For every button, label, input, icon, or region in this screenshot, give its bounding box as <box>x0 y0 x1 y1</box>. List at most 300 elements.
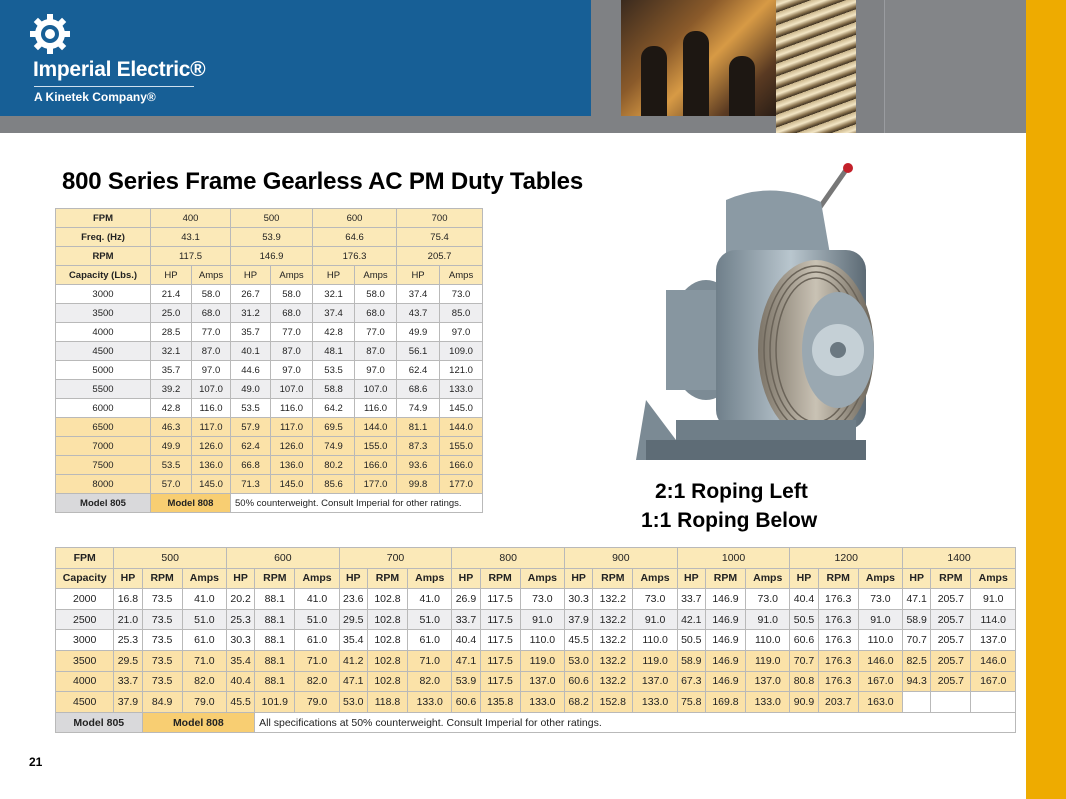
value-cell: 82.0 <box>182 671 226 692</box>
value-cell: 51.0 <box>295 609 339 630</box>
page-title: 800 Series Frame Gearless AC PM Duty Tables <box>62 168 583 195</box>
value-cell: 60.6 <box>565 671 593 692</box>
value-cell: 80.8 <box>790 671 818 692</box>
header-cell: 1000 <box>677 548 790 569</box>
value-cell: 102.8 <box>367 650 407 671</box>
value-cell: 117.5 <box>480 630 520 651</box>
amps-label: Amps <box>192 266 231 285</box>
value-cell: 91.0 <box>746 609 790 630</box>
value-cell: 73.0 <box>440 285 483 304</box>
value-cell: 37.9 <box>114 692 142 713</box>
sub-label: Amps <box>182 568 226 589</box>
value-cell: 41.2 <box>339 650 367 671</box>
value-cell: 77.0 <box>271 323 313 342</box>
value-cell: 166.0 <box>440 456 483 475</box>
value-cell: 87.0 <box>355 342 397 361</box>
legend-model-808: Model 808 <box>142 712 255 733</box>
capacity-cell: 3000 <box>56 630 114 651</box>
sub-label: RPM <box>931 568 971 589</box>
value-cell: 146.9 <box>705 630 745 651</box>
gear-logo-icon <box>28 12 72 56</box>
amps-label: Amps <box>440 266 483 285</box>
value-cell: 25.3 <box>114 630 142 651</box>
value-cell: 60.6 <box>452 692 480 713</box>
value-cell: 62.4 <box>231 437 271 456</box>
value-cell: 37.9 <box>565 609 593 630</box>
freq-row <box>56 228 483 247</box>
value-cell: 25.0 <box>151 304 192 323</box>
value-cell: 97.0 <box>271 361 313 380</box>
table-row <box>56 399 483 418</box>
value-cell: 44.6 <box>231 361 271 380</box>
value-cell: 80.2 <box>313 456 355 475</box>
value-cell: 133.0 <box>440 380 483 399</box>
sub-label: Amps <box>633 568 677 589</box>
value-cell: 56.1 <box>397 342 440 361</box>
value-cell: 53.9 <box>452 671 480 692</box>
value-cell: 32.1 <box>313 285 355 304</box>
value-cell: 77.0 <box>355 323 397 342</box>
capacity-cell: 5000 <box>56 361 151 380</box>
hp-label: HP <box>231 266 271 285</box>
value-cell: 163.0 <box>858 692 902 713</box>
value-cell: 177.0 <box>440 475 483 494</box>
legend-model-808: Model 808 <box>151 494 231 513</box>
value-cell: 137.0 <box>746 671 790 692</box>
value-cell: 135.8 <box>480 692 520 713</box>
value-cell: 132.2 <box>593 671 633 692</box>
header-cell: 500 <box>114 548 227 569</box>
value-cell: 46.3 <box>151 418 192 437</box>
value-cell: 40.1 <box>231 342 271 361</box>
legend-row <box>56 494 483 513</box>
value-cell: 145.0 <box>440 399 483 418</box>
value-cell: 117.5 <box>480 589 520 610</box>
table-row <box>56 475 483 494</box>
value-cell: 58.9 <box>677 650 705 671</box>
value-cell: 144.0 <box>355 418 397 437</box>
amps-label: Amps <box>271 266 313 285</box>
value-cell: 25.3 <box>227 609 255 630</box>
value-cell: 176.3 <box>818 589 858 610</box>
header-photo-gears <box>776 0 856 133</box>
value-cell: 87.0 <box>271 342 313 361</box>
table-row <box>56 671 1016 692</box>
value-cell: 16.8 <box>114 589 142 610</box>
brand-name: Imperial Electric® <box>33 58 206 81</box>
value-cell: 117.0 <box>271 418 313 437</box>
table-note: All specifications at 50% counterweight. Consult Imperial for other ratings. <box>255 712 1016 733</box>
capacity-cell: 2500 <box>56 609 114 630</box>
value-cell: 102.8 <box>367 630 407 651</box>
value-cell: 99.8 <box>397 475 440 494</box>
value-cell: 132.2 <box>593 630 633 651</box>
hp-label: HP <box>151 266 192 285</box>
side-accent-bar <box>1026 0 1066 799</box>
value-cell: 75.8 <box>677 692 705 713</box>
header-cell: 800 <box>452 548 565 569</box>
value-cell: 33.7 <box>114 671 142 692</box>
value-cell: 114.0 <box>971 609 1016 630</box>
value-cell: 35.4 <box>227 650 255 671</box>
value-cell: 42.8 <box>151 399 192 418</box>
value-cell: 146.9 <box>705 650 745 671</box>
value-cell: 85.0 <box>440 304 483 323</box>
table-row <box>56 418 483 437</box>
capacity-cell: 4500 <box>56 692 114 713</box>
value-cell: 110.0 <box>520 630 564 651</box>
value-cell: 132.2 <box>593 650 633 671</box>
value-cell: 121.0 <box>440 361 483 380</box>
subheader-row <box>56 568 1016 589</box>
value-cell: 116.0 <box>271 399 313 418</box>
value-cell: 68.0 <box>355 304 397 323</box>
value-cell: 73.5 <box>142 650 182 671</box>
duty-table-2to1 <box>55 208 483 513</box>
brand-panel <box>0 0 591 116</box>
value-cell: 137.0 <box>971 630 1016 651</box>
value-cell: 73.5 <box>142 630 182 651</box>
table-row <box>56 437 483 456</box>
value-cell: 64.2 <box>313 399 355 418</box>
value-cell: 49.9 <box>151 437 192 456</box>
value-cell: 40.4 <box>452 630 480 651</box>
value-cell: 167.0 <box>858 671 902 692</box>
value-cell: 136.0 <box>192 456 231 475</box>
capacity-label: Capacity (Lbs.) <box>56 266 151 285</box>
value-cell: 107.0 <box>192 380 231 399</box>
value-cell: 118.8 <box>367 692 407 713</box>
value-cell: 45.5 <box>227 692 255 713</box>
hp-label: HP <box>313 266 355 285</box>
value-cell: 117.0 <box>192 418 231 437</box>
capacity-cell: 6500 <box>56 418 151 437</box>
value-cell: 82.0 <box>408 671 452 692</box>
value-cell: 132.2 <box>593 589 633 610</box>
value-cell: 49.0 <box>231 380 271 399</box>
value-cell: 58.9 <box>903 609 931 630</box>
brand-divider <box>34 86 194 87</box>
sub-label: RPM <box>255 568 295 589</box>
value-cell: 68.6 <box>397 380 440 399</box>
header-banner <box>0 0 1026 133</box>
value-cell: 84.9 <box>142 692 182 713</box>
value-cell: 91.0 <box>520 609 564 630</box>
value-cell: 21.4 <box>151 285 192 304</box>
value-cell: 146.9 <box>705 589 745 610</box>
row-label: Freq. (Hz) <box>56 228 151 247</box>
value-cell: 176.3 <box>818 630 858 651</box>
header-cell: 75.4 <box>397 228 483 247</box>
value-cell: 97.0 <box>440 323 483 342</box>
value-cell: 88.1 <box>255 650 295 671</box>
value-cell: 119.0 <box>746 650 790 671</box>
value-cell: 91.0 <box>971 589 1016 610</box>
value-cell: 87.3 <box>397 437 440 456</box>
value-cell: 146.9 <box>705 671 745 692</box>
sub-label: HP <box>339 568 367 589</box>
value-cell: 41.0 <box>182 589 226 610</box>
value-cell: 71.0 <box>182 650 226 671</box>
value-cell: 73.0 <box>520 589 564 610</box>
value-cell: 35.4 <box>339 630 367 651</box>
table-row <box>56 380 483 399</box>
value-cell: 93.6 <box>397 456 440 475</box>
value-cell: 101.9 <box>255 692 295 713</box>
header-strip <box>884 0 1027 133</box>
header-cell: 64.6 <box>313 228 397 247</box>
table-row <box>56 342 483 361</box>
fpm-row <box>56 209 483 228</box>
value-cell: 71.0 <box>295 650 339 671</box>
row-label: FPM <box>56 209 151 228</box>
table-row <box>56 285 483 304</box>
sub-label: HP <box>452 568 480 589</box>
header-cell: 205.7 <box>397 247 483 266</box>
value-cell: 109.0 <box>440 342 483 361</box>
value-cell: 41.0 <box>295 589 339 610</box>
value-cell: 205.7 <box>931 609 971 630</box>
value-cell: 166.0 <box>355 456 397 475</box>
capacity-cell: 8000 <box>56 475 151 494</box>
value-cell: 50.5 <box>790 609 818 630</box>
value-cell: 33.7 <box>677 589 705 610</box>
roping-note-below: 1:1 Roping Below <box>641 509 818 532</box>
table-note: 50% counterweight. Consult Imperial for other ratings. <box>231 494 483 513</box>
value-cell: 88.1 <box>255 589 295 610</box>
value-cell: 155.0 <box>440 437 483 456</box>
table-row <box>56 456 483 475</box>
value-cell: 133.0 <box>746 692 790 713</box>
value-cell: 67.3 <box>677 671 705 692</box>
value-cell: 176.3 <box>818 650 858 671</box>
value-cell: 107.0 <box>355 380 397 399</box>
value-cell: 26.9 <box>452 589 480 610</box>
sub-label: RPM <box>593 568 633 589</box>
value-cell: 126.0 <box>271 437 313 456</box>
legend-model-805: Model 805 <box>56 712 143 733</box>
value-cell: 82.0 <box>295 671 339 692</box>
value-cell: 73.5 <box>142 589 182 610</box>
value-cell: 119.0 <box>520 650 564 671</box>
value-cell: 90.9 <box>790 692 818 713</box>
value-cell: 146.0 <box>858 650 902 671</box>
value-cell: 45.5 <box>565 630 593 651</box>
value-cell: 145.0 <box>271 475 313 494</box>
value-cell: 30.3 <box>227 630 255 651</box>
value-cell: 133.0 <box>633 692 677 713</box>
value-cell: 49.9 <box>397 323 440 342</box>
value-cell: 177.0 <box>355 475 397 494</box>
capacity-cell: 3000 <box>56 285 151 304</box>
hp-label: HP <box>397 266 440 285</box>
roping-note-left: 2:1 Roping Left <box>655 480 808 503</box>
brand-tagline: A Kinetek Company® <box>34 90 156 104</box>
capacity-cell: 4000 <box>56 671 114 692</box>
value-cell: 88.1 <box>255 609 295 630</box>
value-cell: 28.5 <box>151 323 192 342</box>
value-cell: 169.8 <box>705 692 745 713</box>
sub-label: RPM <box>367 568 407 589</box>
value-cell: 58.0 <box>271 285 313 304</box>
value-cell: 61.0 <box>408 630 452 651</box>
value-cell: 40.4 <box>790 589 818 610</box>
value-cell: 31.2 <box>231 304 271 323</box>
value-cell: 29.5 <box>339 609 367 630</box>
value-cell: 132.2 <box>593 609 633 630</box>
legend-model-805: Model 805 <box>56 494 151 513</box>
sub-label: RPM <box>705 568 745 589</box>
value-cell: 79.0 <box>182 692 226 713</box>
capacity-cell: 6000 <box>56 399 151 418</box>
value-cell: 205.7 <box>931 630 971 651</box>
capacity-cell: 4500 <box>56 342 151 361</box>
capacity-cell: 5500 <box>56 380 151 399</box>
header-cell: 500 <box>231 209 313 228</box>
table-row <box>56 361 483 380</box>
value-cell: 97.0 <box>355 361 397 380</box>
value-cell: 61.0 <box>182 630 226 651</box>
value-cell: 57.0 <box>151 475 192 494</box>
sub-label: HP <box>227 568 255 589</box>
value-cell: 102.8 <box>367 671 407 692</box>
value-cell: 203.7 <box>818 692 858 713</box>
legend-row <box>56 712 1016 733</box>
capacity-cell: 3500 <box>56 304 151 323</box>
value-cell: 88.1 <box>255 671 295 692</box>
value-cell: 33.7 <box>452 609 480 630</box>
value-cell: 205.7 <box>931 671 971 692</box>
value-cell: 53.0 <box>339 692 367 713</box>
sub-label: RPM <box>818 568 858 589</box>
table-row <box>56 609 1016 630</box>
value-cell: 87.0 <box>192 342 231 361</box>
value-cell: 205.7 <box>931 589 971 610</box>
header-cell: 146.9 <box>231 247 313 266</box>
sub-label: Amps <box>746 568 790 589</box>
capacity-cell: 7500 <box>56 456 151 475</box>
value-cell: 176.3 <box>818 609 858 630</box>
value-cell: 71.0 <box>408 650 452 671</box>
capacity-cell: 7000 <box>56 437 151 456</box>
value-cell <box>931 692 971 713</box>
value-cell: 133.0 <box>408 692 452 713</box>
value-cell: 117.5 <box>480 609 520 630</box>
table-row <box>56 692 1016 713</box>
header-photo-people <box>621 0 776 116</box>
value-cell: 81.1 <box>397 418 440 437</box>
value-cell: 42.1 <box>677 609 705 630</box>
header-cell: 700 <box>397 209 483 228</box>
value-cell: 66.8 <box>231 456 271 475</box>
value-cell: 176.3 <box>818 671 858 692</box>
table-row <box>56 630 1016 651</box>
header-cell: 117.5 <box>151 247 231 266</box>
value-cell: 137.0 <box>520 671 564 692</box>
value-cell: 77.0 <box>192 323 231 342</box>
value-cell: 91.0 <box>858 609 902 630</box>
header-cell: 1200 <box>790 548 903 569</box>
value-cell: 23.6 <box>339 589 367 610</box>
duty-table-1to1 <box>55 547 1016 733</box>
value-cell: 60.6 <box>790 630 818 651</box>
row-label: FPM <box>56 548 114 569</box>
value-cell: 37.4 <box>397 285 440 304</box>
value-cell: 41.0 <box>408 589 452 610</box>
value-cell: 35.7 <box>231 323 271 342</box>
capacity-cell: 3500 <box>56 650 114 671</box>
sub-label: HP <box>677 568 705 589</box>
value-cell <box>971 692 1016 713</box>
value-cell: 53.5 <box>313 361 355 380</box>
value-cell: 20.2 <box>227 589 255 610</box>
table-row <box>56 323 483 342</box>
value-cell: 42.8 <box>313 323 355 342</box>
value-cell: 97.0 <box>192 361 231 380</box>
value-cell: 116.0 <box>192 399 231 418</box>
header-cell: 176.3 <box>313 247 397 266</box>
sub-label: Amps <box>295 568 339 589</box>
sub-label: RPM <box>480 568 520 589</box>
value-cell: 73.5 <box>142 671 182 692</box>
header-cell: 53.9 <box>231 228 313 247</box>
value-cell: 102.8 <box>367 589 407 610</box>
value-cell: 88.1 <box>255 630 295 651</box>
value-cell: 40.4 <box>227 671 255 692</box>
value-cell: 85.6 <box>313 475 355 494</box>
value-cell: 61.0 <box>295 630 339 651</box>
value-cell: 74.9 <box>313 437 355 456</box>
value-cell: 58.0 <box>355 285 397 304</box>
table-row <box>56 650 1016 671</box>
sub-label: Amps <box>858 568 902 589</box>
sub-label: Amps <box>971 568 1016 589</box>
value-cell: 21.0 <box>114 609 142 630</box>
value-cell: 146.9 <box>705 609 745 630</box>
value-cell: 62.4 <box>397 361 440 380</box>
value-cell: 79.0 <box>295 692 339 713</box>
value-cell: 57.9 <box>231 418 271 437</box>
value-cell: 73.0 <box>746 589 790 610</box>
value-cell: 39.2 <box>151 380 192 399</box>
value-cell: 71.3 <box>231 475 271 494</box>
value-cell: 137.0 <box>633 671 677 692</box>
value-cell: 37.4 <box>313 304 355 323</box>
fpm-row <box>56 548 1016 569</box>
value-cell: 73.5 <box>142 609 182 630</box>
value-cell: 73.0 <box>633 589 677 610</box>
value-cell: 73.0 <box>858 589 902 610</box>
subheader-row <box>56 266 483 285</box>
sub-label: HP <box>790 568 818 589</box>
value-cell: 144.0 <box>440 418 483 437</box>
sub-label: Amps <box>408 568 452 589</box>
value-cell: 51.0 <box>182 609 226 630</box>
gearless-machine-image <box>606 140 916 510</box>
value-cell: 205.7 <box>931 650 971 671</box>
value-cell: 70.7 <box>903 630 931 651</box>
rpm-row <box>56 247 483 266</box>
table-row <box>56 304 483 323</box>
value-cell: 119.0 <box>633 650 677 671</box>
value-cell <box>903 692 931 713</box>
value-cell: 117.5 <box>480 650 520 671</box>
value-cell: 32.1 <box>151 342 192 361</box>
value-cell: 35.7 <box>151 361 192 380</box>
sub-label: HP <box>565 568 593 589</box>
value-cell: 43.7 <box>397 304 440 323</box>
header-cell: 600 <box>313 209 397 228</box>
